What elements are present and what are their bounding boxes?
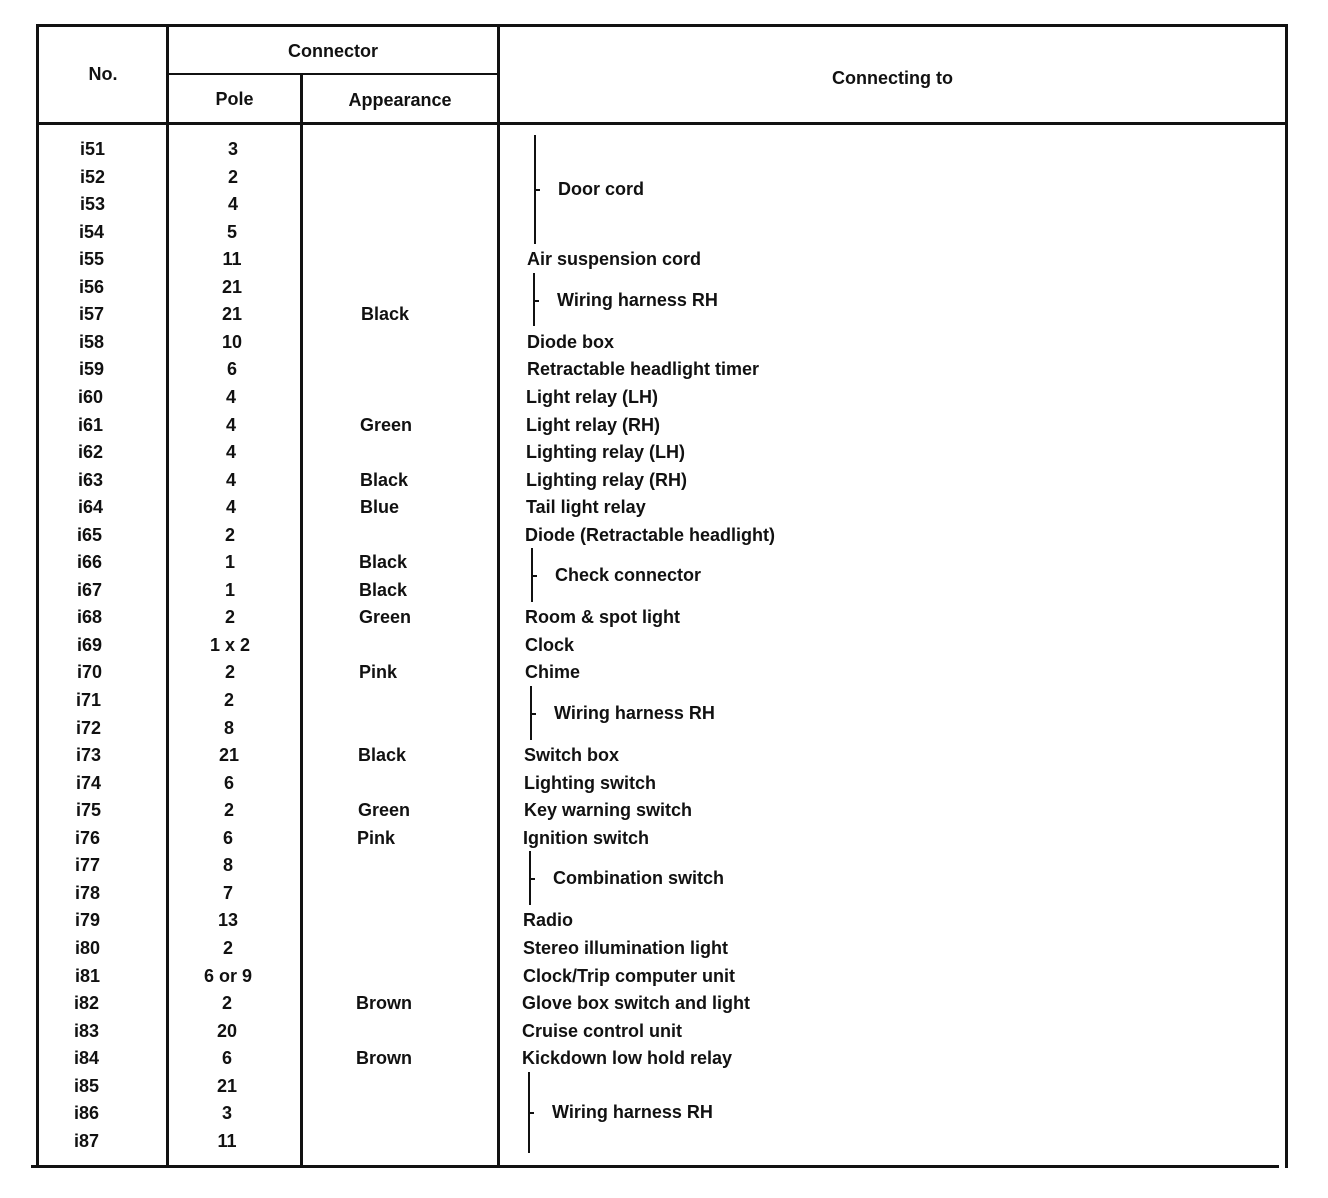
row-appearance: Black (359, 579, 408, 600)
row-connecting-to: Stereo illumination light (523, 937, 729, 958)
row-connecting-to: Kickdown low hold relay (522, 1048, 733, 1069)
row-no: i74 (76, 772, 102, 793)
row-appearance: Green (358, 800, 411, 821)
row-appearance: Green (359, 607, 412, 628)
connector-subheader-divider (168, 73, 500, 75)
group-brace-tip (528, 1112, 534, 1114)
group-label: Wiring harness RH (557, 289, 718, 310)
row-pole: 21 (221, 304, 243, 325)
row-no: i62 (78, 442, 104, 463)
group-brace-tip (534, 189, 540, 191)
row-pole: 2 (222, 937, 233, 958)
row-no: i77 (75, 855, 101, 876)
row-no: i66 (77, 552, 103, 573)
header-pole: Pole (215, 89, 254, 109)
row-pole: 2 (224, 607, 235, 628)
row-no: i72 (76, 717, 102, 738)
row-connecting-to: Diode box (527, 331, 615, 352)
row-pole: 8 (223, 717, 234, 738)
row-no: i61 (78, 414, 104, 435)
group-brace-tip (531, 575, 537, 577)
row-connecting-to: Lighting relay (RH) (526, 469, 687, 490)
row-pole: 7 (222, 882, 233, 903)
row-no: i65 (77, 524, 103, 545)
group-brace-tip (529, 878, 535, 880)
row-pole: 4 (225, 469, 236, 490)
row-appearance: Green (360, 414, 413, 435)
row-appearance: Blue (360, 497, 400, 518)
group-label: Door cord (558, 179, 645, 200)
row-pole: 2 (224, 524, 235, 545)
group-label: Combination switch (553, 868, 724, 889)
row-pole: 13 (217, 910, 239, 931)
table-border-right (1285, 24, 1288, 1168)
row-connecting-to: Lighting relay (LH) (526, 442, 685, 463)
row-pole: 2 (223, 690, 234, 710)
row-no: i85 (74, 1075, 100, 1096)
row-pole: 21 (218, 745, 240, 766)
row-pole: 4 (225, 442, 236, 463)
row-no: i68 (77, 607, 103, 628)
row-appearance: Brown (356, 1048, 412, 1069)
table-border-top (38, 24, 1288, 27)
row-pole: 2 (221, 993, 232, 1014)
row-connecting-to: Light relay (RH) (526, 414, 661, 435)
row-appearance: Pink (357, 827, 396, 848)
row-no: i58 (79, 331, 105, 352)
row-pole: 21 (216, 1075, 238, 1096)
row-no: i63 (78, 469, 104, 490)
row-connecting-to: Air suspension cord (527, 249, 702, 270)
row-connecting-to: Light relay (LH) (526, 386, 659, 407)
row-no: i55 (79, 249, 105, 270)
row-pole: 2 (224, 662, 235, 683)
row-no: i59 (79, 359, 105, 380)
group-label: Check connector (555, 565, 702, 586)
row-no: i76 (75, 827, 101, 848)
row-no: i56 (79, 276, 105, 297)
row-connecting-to: Room & spot light (525, 607, 680, 628)
row-connecting-to: Ignition switch (523, 827, 649, 848)
row-no: i84 (74, 1048, 100, 1069)
row-pole: 11 (222, 249, 242, 270)
row-no: i75 (76, 800, 102, 821)
row-pole: 11 (217, 1130, 237, 1151)
row-connecting-to: Tail light relay (526, 497, 646, 518)
row-pole: 21 (221, 276, 243, 297)
row-pole: 4 (227, 194, 238, 215)
row-connecting-to: Cruise control unit (522, 1020, 683, 1041)
row-pole: 1 (224, 579, 235, 600)
row-no: i53 (80, 194, 106, 215)
row-connecting-to: Glove box switch and light (522, 993, 751, 1014)
row-pole: 5 (226, 221, 237, 242)
group-label: Wiring harness RH (554, 702, 715, 723)
row-appearance: Black (359, 552, 408, 573)
row-pole: 1 x 2 (209, 634, 251, 655)
header-appearance: Appearance (348, 90, 452, 110)
row-appearance: Pink (359, 662, 398, 683)
row-no: i73 (76, 745, 102, 766)
column-divider-appearance (497, 24, 500, 1168)
row-pole: 2 (223, 800, 234, 821)
row-no: i54 (79, 221, 105, 242)
row-pole: 4 (225, 497, 236, 518)
row-connecting-to: Clock/Trip computer unit (523, 965, 736, 986)
row-pole: 3 (221, 1103, 232, 1124)
row-no: i78 (75, 882, 101, 903)
row-no: i83 (74, 1020, 100, 1041)
row-pole: 6 or 9 (203, 965, 253, 986)
row-pole: 6 (226, 359, 237, 380)
row-no: i64 (78, 497, 104, 518)
row-no: i80 (75, 937, 101, 958)
row-no: i82 (74, 993, 100, 1014)
row-pole: 6 (221, 1048, 232, 1069)
row-appearance: Black (360, 469, 409, 490)
row-no: i70 (77, 662, 103, 683)
row-no: i81 (75, 965, 101, 986)
column-divider-pole (300, 73, 303, 1168)
row-connecting-to: Diode (Retractable headlight) (525, 524, 776, 545)
table-border-left (36, 24, 39, 1168)
row-no: i60 (78, 386, 104, 407)
row-connecting-to: Radio (523, 910, 574, 931)
row-connecting-to: Switch box (524, 745, 620, 766)
row-no: i79 (75, 910, 101, 931)
row-no: i67 (77, 579, 103, 600)
row-connecting-to: Chime (525, 662, 581, 683)
row-no: i57 (79, 304, 105, 325)
header-divider (38, 122, 1286, 125)
row-pole: 20 (216, 1020, 238, 1041)
row-pole: 2 (227, 166, 238, 187)
row-pole: 4 (225, 386, 236, 407)
row-appearance: Black (361, 304, 410, 325)
row-no: i71 (76, 690, 102, 710)
row-no: i52 (80, 166, 106, 187)
row-appearance: Black (358, 745, 407, 766)
group-brace-tip (530, 713, 536, 715)
row-no: i87 (74, 1130, 100, 1151)
row-no: i69 (77, 634, 103, 655)
row-no: i51 (80, 139, 106, 159)
row-connecting-to: Lighting switch (524, 772, 656, 793)
header-connector: Connector (288, 41, 378, 61)
row-no: i86 (74, 1103, 100, 1124)
row-appearance: Brown (356, 993, 412, 1014)
group-label: Wiring harness RH (552, 1102, 713, 1123)
group-brace-tip (533, 300, 539, 302)
row-connecting-to: Retractable headlight timer (527, 359, 760, 380)
row-pole: 6 (222, 827, 233, 848)
row-pole: 3 (227, 139, 238, 159)
table-border-bottom (31, 1165, 1279, 1168)
row-pole: 1 (224, 552, 235, 573)
row-pole: 8 (222, 855, 233, 876)
header-connecting-to: Connecting to (832, 68, 953, 88)
row-connecting-to: Clock (525, 634, 575, 655)
row-pole: 4 (225, 414, 236, 435)
row-connecting-to: Key warning switch (524, 800, 693, 821)
row-pole: 6 (223, 772, 234, 793)
row-pole: 10 (221, 331, 243, 352)
header-no: No. (88, 64, 118, 84)
